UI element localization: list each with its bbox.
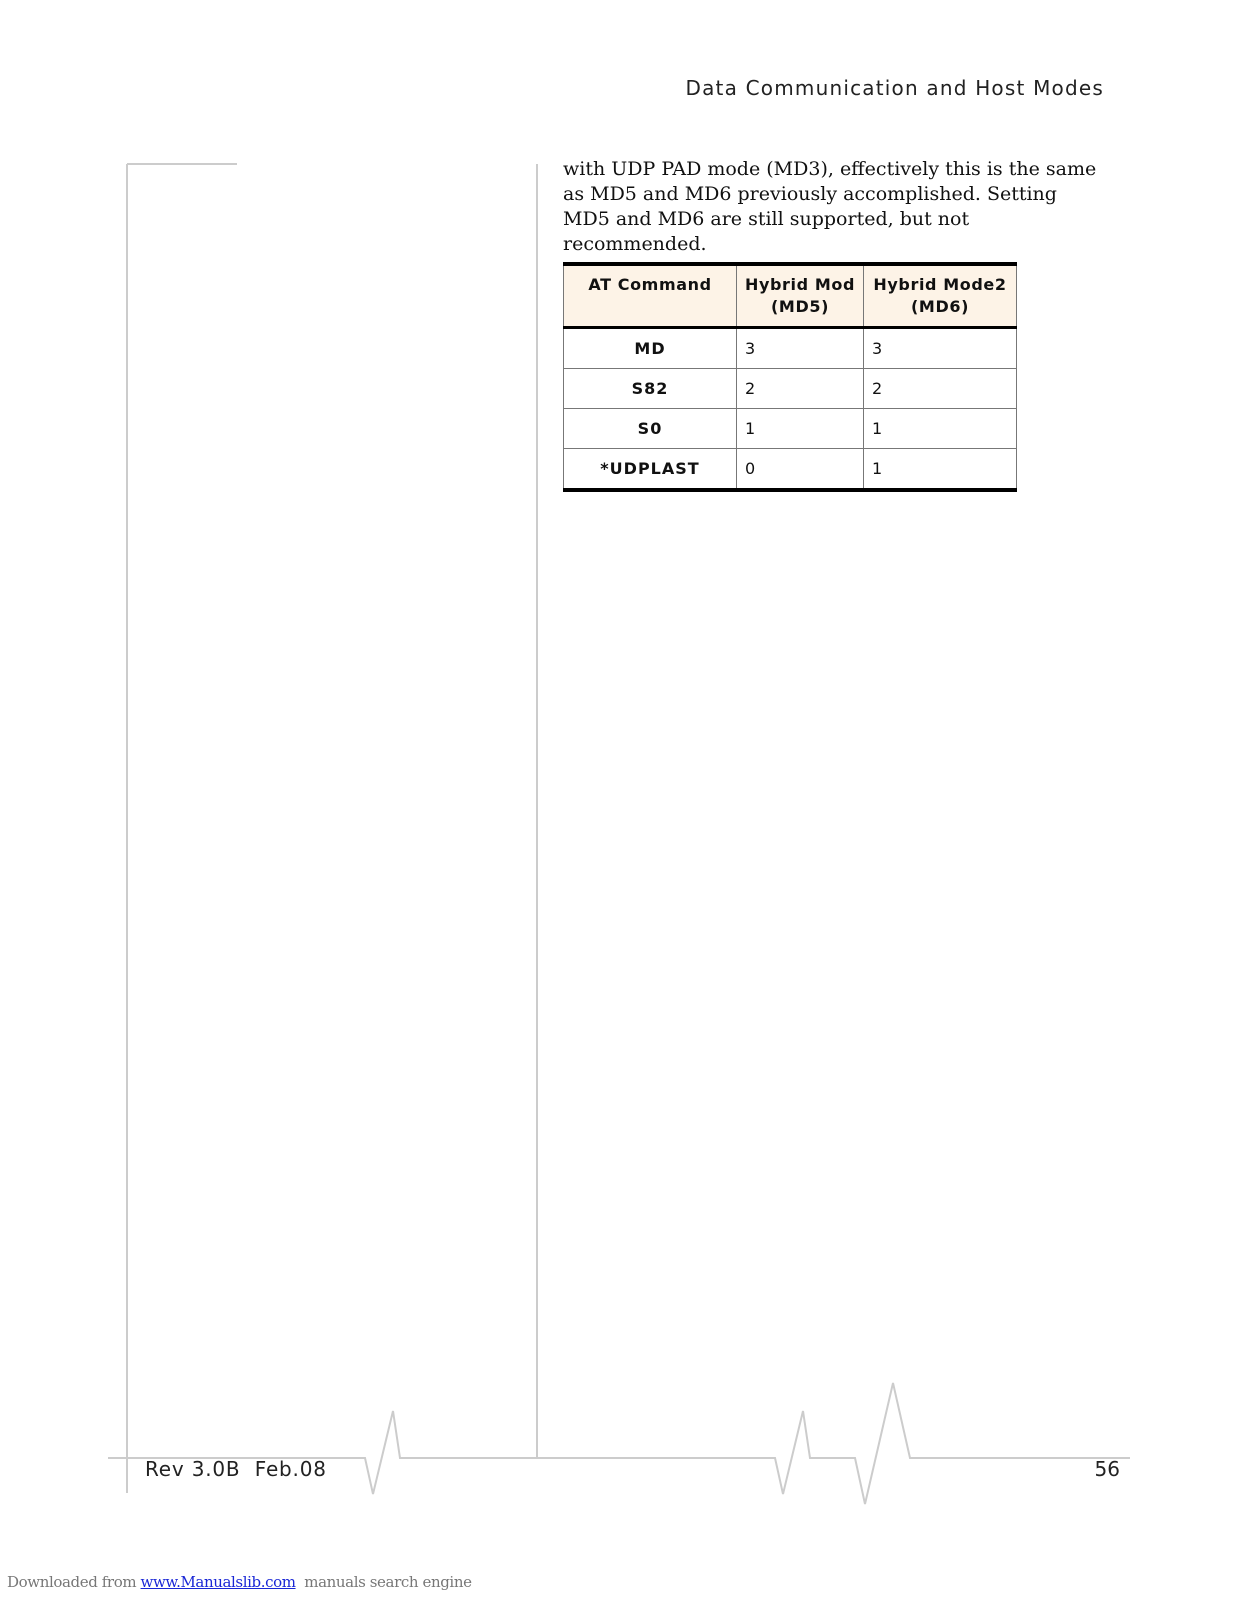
- body-paragraph: with UDP PAD mode (MD3), effectively this is the same as MD5 and MD6 previously accomplished. Setting MD5 and MD6 are still supported, but not recommended.: [563, 158, 1097, 255]
- md6-cell: 3: [864, 328, 1017, 369]
- md6-cell: 1: [864, 409, 1017, 449]
- table-row: [564, 449, 1017, 491]
- md5-cell: 1: [737, 409, 864, 449]
- download-prefix: Downloaded from: [7, 1573, 141, 1591]
- table-row: [564, 369, 1017, 409]
- download-suffix: manuals search engine: [295, 1573, 472, 1591]
- manualslib-link[interactable]: www.Manualslib.com: [140, 1573, 296, 1591]
- column-header-md6: Hybrid Mode2 (MD6): [864, 264, 1017, 328]
- command-cell: S82: [564, 369, 737, 409]
- footer-page-number: 56: [1094, 1457, 1120, 1481]
- md5-cell: 2: [737, 369, 864, 409]
- footer-pulse-line: [108, 1383, 1130, 1504]
- command-cell: *UDPLAST: [564, 449, 737, 491]
- command-cell: MD: [564, 328, 737, 369]
- table-row: [564, 409, 1017, 449]
- column-header-at-command: AT Command: [564, 264, 737, 328]
- md5-cell: 0: [737, 449, 864, 491]
- md6-cell: 1: [864, 449, 1017, 491]
- column-header-md5: Hybrid Mod (MD5): [737, 264, 864, 328]
- table-row: [564, 328, 1017, 369]
- md6-cell: 2: [864, 369, 1017, 409]
- md5-cell: 3: [737, 328, 864, 369]
- download-notice: [7, 1573, 472, 1591]
- footer-revision: Rev 3.0B Feb.08: [145, 1457, 327, 1481]
- running-header: Data Communication and Host Modes: [685, 76, 1104, 100]
- at-command-table: [563, 262, 1017, 492]
- table-header-row: [564, 264, 1017, 328]
- command-cell: S0: [564, 409, 737, 449]
